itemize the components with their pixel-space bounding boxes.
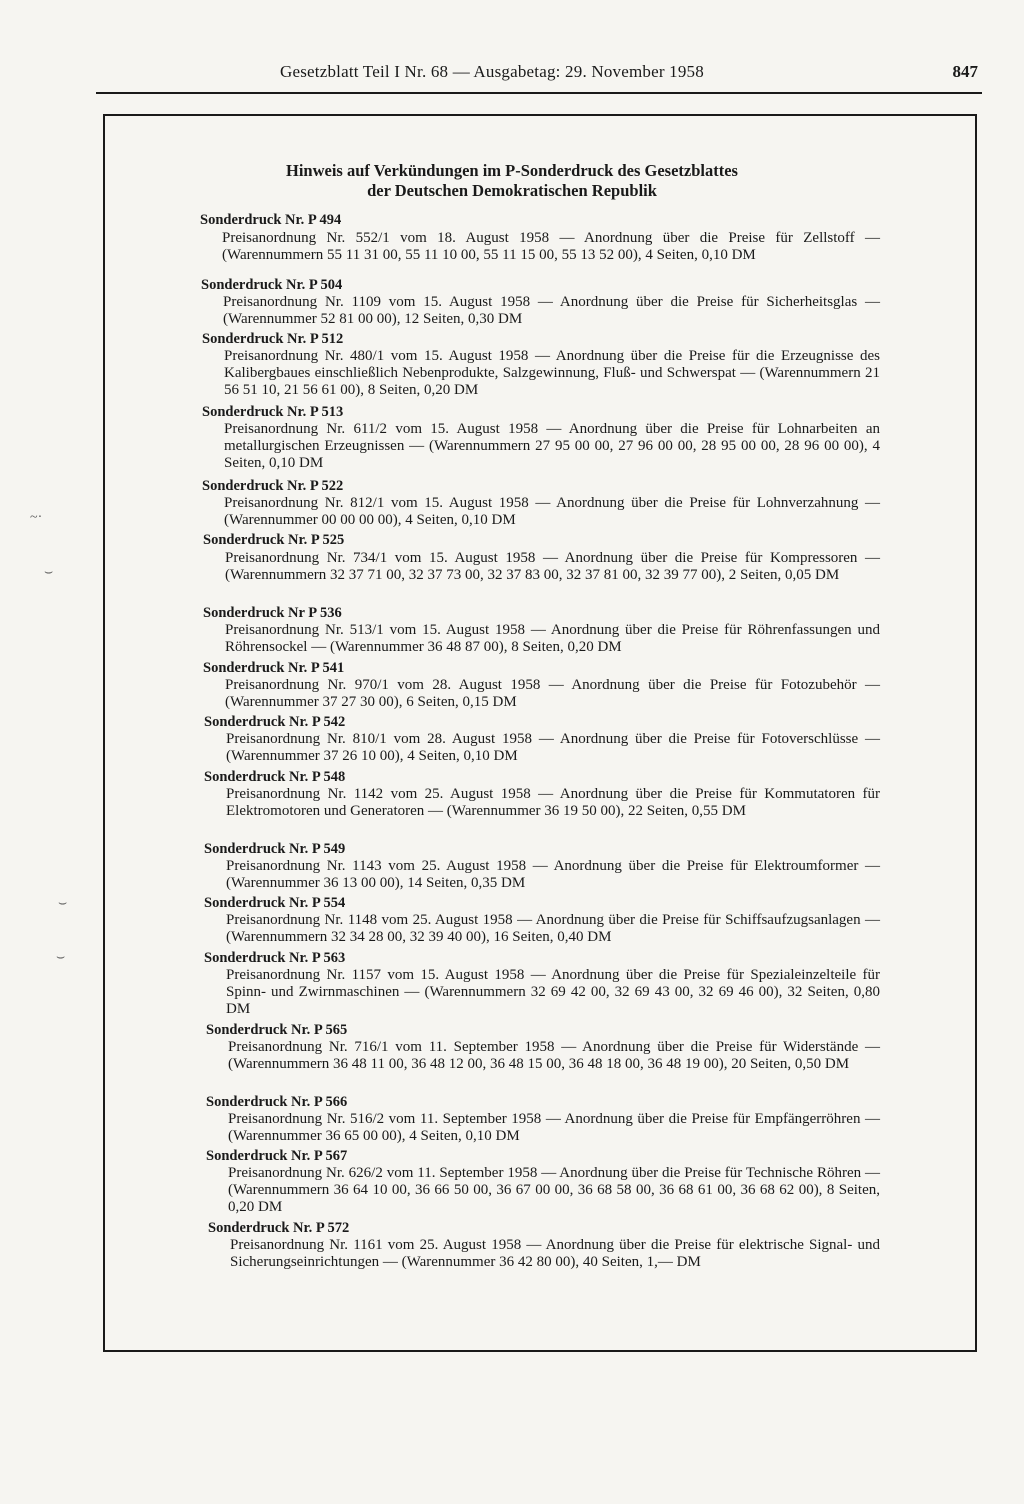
running-header-title: Gesetzblatt Teil I Nr. 68 — Ausgabetag: 29. November 1958 — [280, 62, 704, 81]
entry-text: Preisanordnung Nr. 810/1 vom 28. August 1958 — Anordnung über die Preise für Fotoverschlüsse — (Warennummer 37 26 10 00), 4 Seiten, 0,10 DM — [226, 731, 880, 764]
entry-title: Sonderdruck Nr. P 542 — [204, 714, 346, 730]
entry-text: Preisanordnung Nr. 1143 vom 25. August 1958 — Anordnung über die Preise für Elektroumformer — (Warennummer 36 13 00 00), 14 Seiten, 0,35 DM — [226, 858, 880, 891]
entry-text: Preisanordnung Nr. 480/1 vom 15. August 1958 — Anordnung über die Preise für die Erzeugnisse des Kalibergbaues einschließlich Nebenprodukte, Salzgewinnung, Fluß- und Schwerspat — (Warennummern 21 56 51 10, 21 56 61 00), 8 Seiten, 0,20 DM — [224, 348, 880, 398]
entry-title: Sonderdruck Nr. P 522 — [202, 478, 344, 494]
entry-title: Sonderdruck Nr. P 512 — [202, 331, 344, 347]
entry-text: Preisanordnung Nr. 812/1 vom 15. August 1958 — Anordnung über die Preise für Lohnverzahnung — (Warennummer 00 00 00 00), 4 Seiten, 0,10 DM — [224, 495, 880, 528]
entry-title: Sonderdruck Nr. P 554 — [204, 895, 346, 911]
page-number: 847 — [952, 62, 978, 81]
margin-mark: ⌣ — [44, 565, 54, 580]
entry-title: Sonderdruck Nr. P 563 — [204, 950, 346, 966]
entry-text: Preisanordnung Nr. 734/1 vom 15. August 1958 — Anordnung über die Preise für Kompressoren — (Warennummern 32 37 71 00, 32 37 73 00, 32 37 83 00, 32 37 81 00, 32 39 77 00), 2 Seiten, 0,05 DM — [225, 550, 880, 583]
entry-text: Preisanordnung Nr. 516/2 vom 11. September 1958 — Anordnung über die Preise für Empfängerröhren — (Warennummer 36 65 00 00), 4 Seiten, 0,10 DM — [228, 1111, 880, 1144]
entry-title: Sonderdruck Nr. P 548 — [204, 769, 346, 785]
entry-title: Sonderdruck Nr. P 572 — [208, 1220, 350, 1236]
entry-title: Sonderdruck Nr. P 566 — [206, 1094, 348, 1110]
entry-title: Sonderdruck Nr. P 567 — [206, 1148, 348, 1164]
entry-text: Preisanordnung Nr. 552/1 vom 18. August 1958 — Anordnung über die Preise für Zellstoff — (Warennummern 55 11 31 00, 55 11 10 00, 55 11 15 00, 55 13 52 00), 4 Seiten, 0,10 DM — [222, 230, 880, 263]
entry-text: Preisanordnung Nr. 716/1 vom 11. September 1958 — Anordnung über die Preise für Widerstände — (Warennummern 36 48 11 00, 36 48 12 00, 36 48 15 00, 36 48 18 00, 36 48 19 00), 20 Seiten, 0,50 DM — [228, 1039, 880, 1072]
margin-mark: ⌣ — [56, 950, 66, 965]
entry-text: Preisanordnung Nr. 611/2 vom 15. August 1958 — Anordnung über die Preise für Lohnarbeiten an metallurgischen Erzeugnissen — (Warennummern 27 95 00 00, 27 96 00 00, 28 95 00 00, 28 96 00 00), 4 Seiten, 0,10 DM — [224, 421, 880, 471]
margin-mark: ~· — [30, 510, 43, 525]
entry-text: Preisanordnung Nr. 513/1 vom 15. August 1958 — Anordnung über die Preise für Röhrenfassungen und Röhrensockel — (Warennummer 36 48 87 00), 8 Seiten, 0,20 DM — [225, 622, 880, 655]
entry-title: Sonderdruck Nr. P 525 — [203, 532, 345, 548]
entry-text: Preisanordnung Nr. 970/1 vom 28. August 1958 — Anordnung über die Preise für Fotozubehör — (Warennummer 37 27 30 00), 6 Seiten, 0,15 DM — [225, 677, 880, 710]
entry-title: Sonderdruck Nr. P 565 — [206, 1022, 348, 1038]
notice-heading-line-2: der Deutschen Demokratischen Republik — [367, 181, 657, 200]
margin-mark: ⌣ — [58, 896, 68, 911]
entry-title: Sonderdruck Nr. P 504 — [201, 277, 343, 293]
entry-text: Preisanordnung Nr. 1109 vom 15. August 1958 — Anordnung über die Preise für Sicherheitsglas — (Warennummer 52 81 00 00), 12 Seiten, 0,30 DM — [223, 294, 880, 327]
entry-text: Preisanordnung Nr. 1148 vom 25. August 1958 — Anordnung über die Preise für Schiffsaufzugsanlagen — (Warennummern 32 34 28 00, 32 39 40 00), 16 Seiten, 0,40 DM — [226, 912, 880, 945]
entry-title: Sonderdruck Nr. P 541 — [203, 660, 345, 676]
notice-heading-line-1: Hinweis auf Verkündungen im P-Sonderdruck des Gesetzblattes — [286, 161, 738, 180]
entry-title: Sonderdruck Nr. P 494 — [200, 212, 342, 228]
entry-text: Preisanordnung Nr. 1142 vom 25. August 1958 — Anordnung über die Preise für Kommutatoren für Elektromotoren und Generatoren — (Warennummer 36 19 50 00), 22 Seiten, 0,55 DM — [226, 786, 880, 819]
header-rule — [96, 92, 982, 94]
entry-text: Preisanordnung Nr. 626/2 vom 11. September 1958 — Anordnung über die Preise für Technische Röhren — (Warennummern 36 64 10 00, 36 66 50 00, 36 67 00 00, 36 68 58 00, 36 68 61 00, 36 68 62 00), 8 Seiten, 0,20 DM — [228, 1165, 880, 1215]
entry-text: Preisanordnung Nr. 1161 vom 25. August 1958 — Anordnung über die Preise für elektrische Signal- und Sicherungseinrichtungen — (Warennummer 36 42 80 00), 40 Seiten, 1,— DM — [230, 1237, 880, 1270]
entry-title: Sonderdruck Nr. P 549 — [204, 841, 346, 857]
entry-title: Sonderdruck Nr. P 513 — [202, 404, 344, 420]
entry-text: Preisanordnung Nr. 1157 vom 15. August 1958 — Anordnung über die Preise für Spezialeinzelteile für Spinn- und Zwirnmaschinen — (Warennummern 32 69 42 00, 32 69 43 00, 32 69 46 00), 32 Seiten, 0,80 DM — [226, 967, 880, 1017]
page-header — [96, 62, 982, 86]
entry-title: Sonderdruck Nr P 536 — [203, 605, 342, 621]
